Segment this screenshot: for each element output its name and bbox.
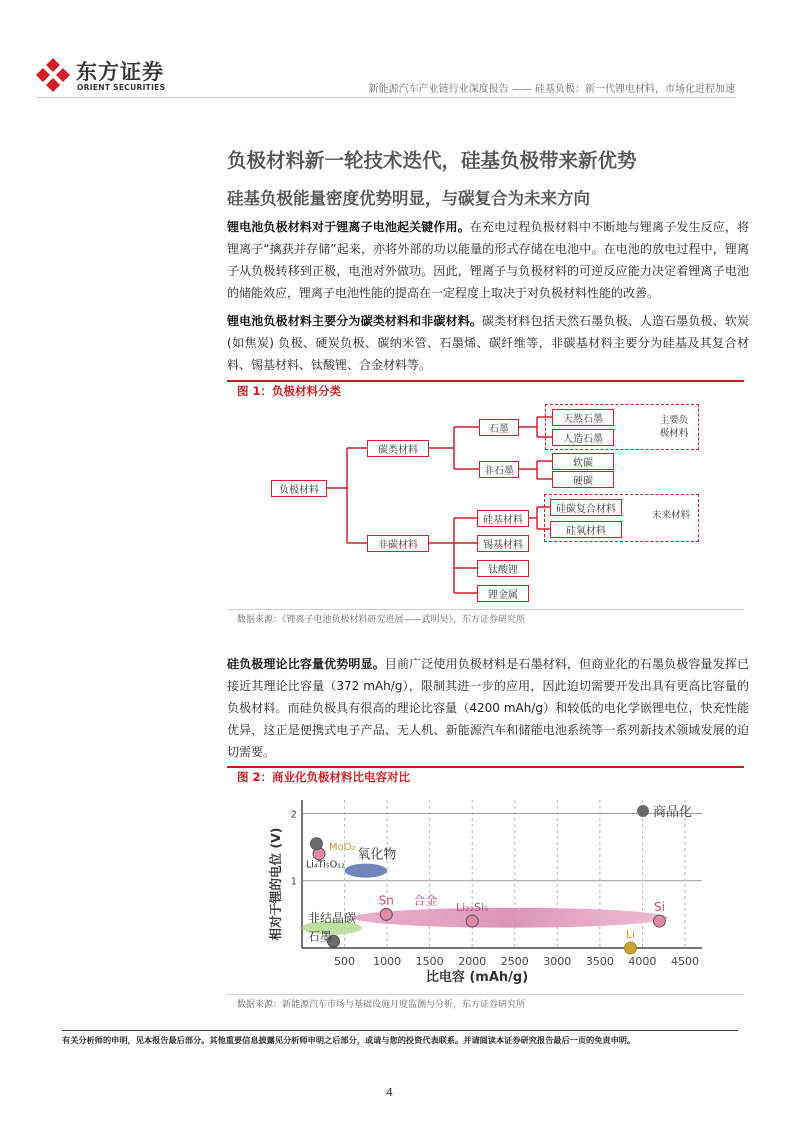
node-non-carbon-materials: 非碳材料 [367, 535, 429, 552]
paragraph-3-body: 目前广泛使用负极材料是石墨材料，但商业化的石墨负极容量发挥已接近其理论比容量（372 mAh/g），限制其进一步的应用，因此迫切需要开发出具有更高比容量的负极材料。而硅负极具有很高的理论比容量（4200 mAh/g）和较低的电化学嵌锂电位，快充性能优异，这正是便携式电子产品、无人机、新能源汽车和储能电池系统等一系列新技术领域发展的迫切需要。 [227, 657, 749, 759]
brand-name-en: ORIENT SECURITIES [77, 83, 166, 92]
node-soft-carbon: 软碳 [552, 453, 614, 470]
paragraph-2 [227, 310, 749, 376]
node-lithium-metal: 锂金属 [477, 585, 529, 602]
x-tick-label: 1500 [415, 955, 444, 968]
x-axis-title: 比电容 (mAh/g) [425, 970, 529, 985]
point-Si [653, 915, 665, 927]
node-tin-materials: 锡基材料 [477, 535, 529, 552]
region-oxide [345, 864, 388, 878]
figure1-classification-diagram [227, 401, 744, 606]
point-Sn [380, 908, 392, 920]
subsection-heading: 硅基负极能量密度优势明显，与碳复合为未来方向 [227, 189, 590, 208]
note-main-materials: 主要负 极材料 [659, 415, 689, 439]
figure2-source-rule [227, 994, 744, 995]
label-li22si5: Li₂₂Si₅ [455, 901, 489, 915]
capacity-vs-potential-chart [262, 790, 722, 985]
paragraph-1 [227, 216, 749, 304]
point-Li [625, 942, 637, 954]
figure2-source: 数据来源：新能源汽车市场与基础设施月度监测与分析，东方证券研究所 [237, 1000, 526, 1010]
legend-label: 商品化 [653, 805, 693, 820]
footer-divider [62, 1030, 738, 1031]
brand-logo-icon [36, 58, 70, 92]
page-number: 4 [386, 1086, 393, 1099]
x-tick-label: 1000 [373, 955, 402, 968]
paragraph-2-lead: 锂电池负极材料主要分为碳类材料和非碳材料。 [227, 314, 482, 328]
header-divider [36, 97, 736, 98]
label-oxide: 氧化物 [357, 847, 397, 863]
y-tick-label: 2 [290, 809, 297, 821]
point-Li₂₂Si₅ [466, 915, 478, 927]
node-anode-materials: 负极材料 [271, 480, 327, 497]
label-sn: Sn [378, 893, 394, 908]
node-silicon-carbon-composite: 硅碳复合材料 [550, 499, 622, 516]
label-si: Si [653, 900, 665, 915]
node-artificial-graphite: 人造石墨 [552, 429, 614, 446]
note-future-materials: 未来材料 [651, 510, 690, 521]
paragraph-3 [227, 653, 749, 763]
paragraph-2-body: 碳类材料包括天然石墨负极、人造石墨负极、软炭 (如焦炭) 负极、硬炭负极、碳纳米管、石墨烯、碳纤维等，非碳基材料主要分为硅基及其复合材料、锡基材料、钛酸锂、合金材料等。 [227, 314, 749, 372]
point-Li₄Ti₅O₁₂ [310, 838, 322, 850]
x-tick-label: 500 [334, 955, 356, 968]
paragraph-1-lead: 锂电池负极材料对于锂离子电池起关键作用。 [227, 220, 470, 234]
node-silicon-materials: 硅基材料 [477, 510, 529, 527]
node-graphite: 石墨 [479, 419, 519, 436]
figure1-top-rule [227, 380, 744, 382]
region-alloy [353, 908, 668, 928]
footer-disclaimer: 有关分析师的申明，见本报告最后部分。其他重要信息披露见分析师申明之后部分，或请与您的投资代表联系。并请阅读本证券研究报告最后一页的免责申明。 [62, 1035, 636, 1045]
label-lto: Li₄Ti₅O₁₂ [306, 859, 345, 871]
figure1-source-rule [227, 609, 744, 610]
node-hard-carbon: 硬碳 [552, 471, 614, 488]
x-tick-label: 3000 [543, 955, 572, 968]
label-graphite: 石墨 [308, 929, 333, 944]
chart-regions [302, 864, 668, 935]
y-axis-title: 相对于锂的电位 (V) [268, 827, 283, 941]
figure2-caption: 图 2：商业化负极材料比电容对比 [237, 770, 411, 784]
node-natural-graphite: 天然石墨 [552, 409, 614, 426]
x-tick-label: 2500 [500, 955, 529, 968]
x-tick-label: 2000 [458, 955, 487, 968]
label-alloy: 合金 [413, 893, 438, 908]
node-lithium-titanate: 钛酸锂 [477, 560, 529, 577]
paragraph-3-lead: 硅负极理论比容量优势明显。 [227, 657, 385, 671]
paragraph-1-body: 在充电过程负极材料中不断地与锂离子发生反应，将锂离子“擒获并存储”起来，亦将外部的功以能量的形式存储在电池中。在电池的放电过程中，锂离子从负极转移到正极，电池对外做功。因此，锂离子与负极材料的可逆反应能力决定着锂离子电池的储能效应，锂离子电池性能的提高在一定程度上取决于对负极材料性能的改善。 [227, 220, 749, 300]
label-amorphous-carbon: 非结晶碳 [308, 910, 357, 925]
x-tick-label: 4500 [670, 955, 699, 968]
label-moo2: MoO₂ [329, 841, 356, 853]
node-silicon-oxide: 硅氧材料 [550, 521, 622, 538]
figure1-caption: 图 1：负极材料分类 [237, 384, 342, 398]
report-title: 新能源汽车产业链行业深度报告 —— 硅基负极：新一代锂电材料，市场化进程加速 [368, 84, 735, 95]
y-tick-label: 1 [290, 876, 297, 888]
chart-axes [268, 800, 702, 985]
label-li: Li [625, 928, 636, 941]
legend-marker [637, 805, 649, 817]
x-tick-label: 3500 [585, 955, 614, 968]
node-carbon-materials: 碳类材料 [367, 440, 429, 457]
brand-name-cn: 东方证券 [76, 60, 164, 84]
figure1-source: 数据来源：《锂离子电池负极材料研究进展——武明昊》，东方证券研究所 [237, 615, 526, 625]
figure2-top-rule [227, 766, 744, 768]
section-heading: 负极材料新一轮技术迭代，硅基负极带来新优势 [227, 149, 637, 172]
node-non-graphite: 非石墨 [479, 461, 519, 478]
x-tick-label: 4000 [628, 955, 657, 968]
